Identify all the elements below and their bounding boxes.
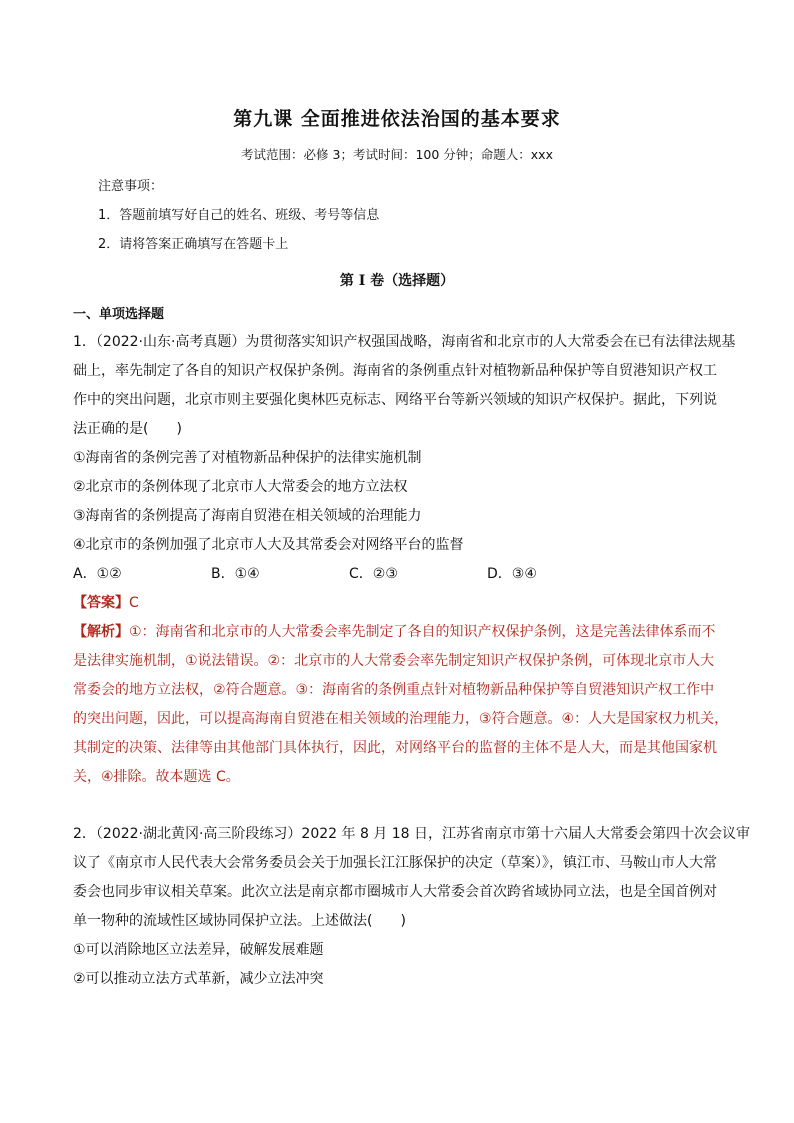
analysis-line: 是法律实施机制，①说法错误。②：北京市的人大常委会率先制定知识产权保护条例，可体现北京市人大 — [73, 653, 715, 669]
option-d: D．③④ — [487, 566, 537, 582]
statement: ①可以消除地区立法差异，破解发展难题 — [73, 942, 324, 958]
statement: ②北京市的条例体现了北京市人大常委会的地方立法权 — [73, 479, 408, 495]
question-text-line: 2．（2022·湖北黄冈·高三阶段练习）2022 年 8 月 18 日，江苏省南京市第十六届人大常委会第四十次会议审 — [73, 826, 751, 842]
question-text-line: 础上，率先制定了各自的知识产权保护条例。海南省的条例重点针对植物新品种保护等自贸港知识产权工 — [73, 363, 717, 379]
question-2 — [73, 822, 751, 996]
notes-heading: 注意事项： — [98, 179, 164, 194]
analysis-line: 的突出问题，因此，可以提高海南自贸港在相关领域的治理能力，③符合题意。④：人大是国家权力机关， — [73, 711, 729, 727]
notes-section — [98, 177, 379, 264]
answer-tag: 【答案】 — [73, 595, 129, 611]
analysis-text: ①：海南省和北京市的人大常委会率先制定了各自的知识产权保护条例，这是完善法律体系而不 — [129, 624, 716, 640]
part-heading: 一、单项选择题 — [73, 307, 165, 322]
exam-info: 考试范围：必修 3；考试时间：100 分钟；命题人：xxx — [241, 147, 553, 162]
analysis-line: 关，④排除。故本题选 C。 — [73, 769, 240, 785]
question-text-line: 1．（2022·山东·高考真题）为贯彻落实知识产权强国战略，海南省和北京市的人大常委会在已有法律法规基 — [73, 334, 736, 350]
document-title: 第九课 全面推进依法治国的基本要求 — [233, 108, 561, 130]
notes-item: 1．答题前填写好自己的姓名、班级、考号等信息 — [98, 208, 380, 223]
question-text-line: 作中的突出问题，北京市则主要强化奥林匹克标志、网络平台等新兴领域的知识产权保护。据此，下列说 — [73, 392, 717, 408]
question-1 — [73, 330, 736, 794]
question-text-line: 议了《南京市人民代表大会常务委员会关于加强长江江豚保护的决定（草案）》，镇江市、马鞍山市人大常 — [73, 855, 717, 871]
statement: ③海南省的条例提高了海南自贸港在相关领域的治理能力 — [73, 508, 422, 524]
notes-item: 2．请将答案正确填写在答题卡上 — [98, 237, 289, 252]
option-c: C．②③ — [349, 566, 398, 582]
statement: ①海南省的条例完善了对植物新品种保护的法律实施机制 — [73, 450, 422, 466]
answer-line — [73, 591, 733, 620]
answer-value: C — [129, 595, 139, 611]
option-b: B．①④ — [211, 566, 260, 582]
analysis-line: 常委会的地方立法权，②符合题意。③：海南省的条例重点针对植物新品种保护等自贸港知识产权工作中 — [73, 682, 715, 698]
option-a: A．①② — [73, 566, 122, 582]
statement: ④北京市的条例加强了北京市人大及其常委会对网络平台的监督 — [73, 537, 464, 553]
analysis-line: 其制定的决策、法律等由其他部门具体执行，因此，对网络平台的监督的主体不是人大，而是其他国家机 — [73, 740, 717, 756]
question-text-line: 单一物种的流域性区域协同保护立法。上述做法( ) — [73, 913, 406, 929]
analysis-line — [73, 620, 733, 649]
question-text-line: 法正确的是( ) — [73, 421, 182, 437]
section-title: 第 I 卷（选择题） — [339, 273, 455, 289]
question-text-line: 委会也同步审议相关草案。此次立法是南京都市圈城市人大常委会首次跨省域协同立法，也是全国首例对 — [73, 884, 717, 900]
statement: ②可以推动立法方式革新，减少立法冲突 — [73, 971, 324, 987]
options-row — [73, 562, 733, 591]
analysis-tag: 【解析】 — [73, 624, 129, 640]
